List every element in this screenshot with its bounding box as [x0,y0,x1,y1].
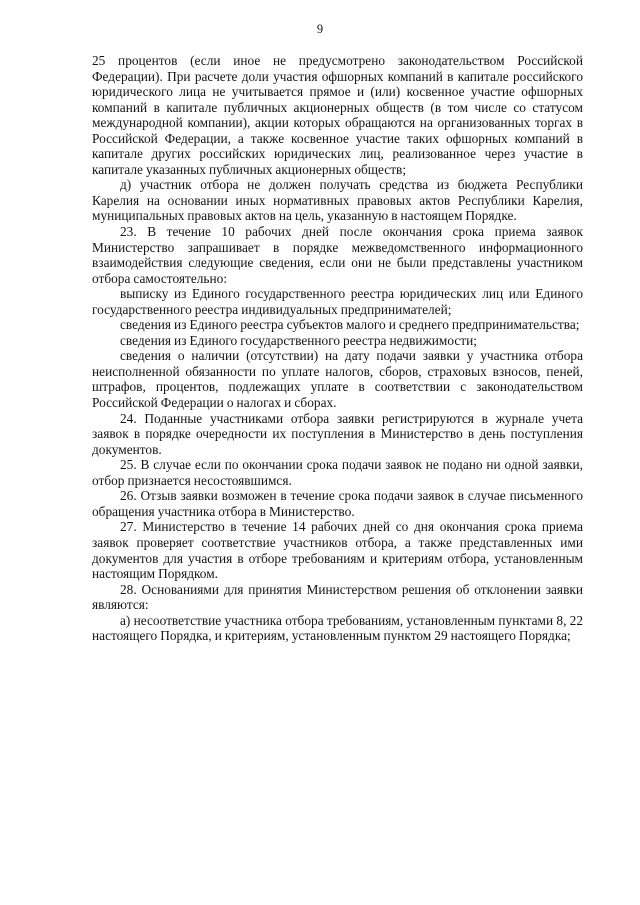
paragraph-item-25: 25. В случае если по окончании срока подачи заявок не подано ни одной заявки, отбор признается несостоявшимся. [92,457,583,488]
paragraph-item-26: 26. Отзыв заявки возможен в течение срока подачи заявок в случае письменного обращения участника отбора в Министерство. [92,488,583,519]
paragraph-subitem-a: а) несоответствие участника отбора требованиям, установленным пунктами 8, 22 настоящего Порядка, и критериям, установленным пунктом 29 настоящего Порядка; [92,612,583,644]
paragraph-list-tax-debts: сведения о наличии (отсутствии) на дату подачи заявки у участника отбора неисполненной обязанности по уплате налогов, сборов, страховых взносов, пеней, штрафов, процентов, подлежащих уплате в соответствии с законодательством Российской Федерации о налогах и сборах. [92,348,583,411]
paragraph-continuation: 25 процентов (если иное не предусмотрено законодательством Российской Федерации). При расчете доли участия офшорных компаний в капитале российского юридического лица не учитывается прямое и (или) косвенное участие офшорных компаний в капитале публичных акционерных обществ (в том числе со статусом международной компании), акции которых обращаются на организованных торгах в Российской Федерации, а также косвенное участие таких офшорных компаний в капитале других российских юридических лиц, реализованное через участие в капитале указанных публичных акционерных обществ; [92,53,583,177]
paragraph-item-27: 27. Министерство в течение 14 рабочих дней со дня окончания срока приема заявок проверяет соответствие участников отбора, а также представленных ими документов для участия в отборе требованиям и критериям отбора, установленным настоящим Порядком. [92,519,583,582]
paragraph-subitem-d: д) участник отбора не должен получать средства из бюджета Республики Карелия на основании иных нормативных правовых актов Республики Карелия, муниципальных правовых актов на цель, указанную в настоящем Порядке. [92,177,583,224]
document-body [92,53,583,644]
paragraph-list-real-estate: сведения из Единого государственного реестра недвижимости; [120,332,477,348]
paragraph-list-sme-registry: сведения из Единого реестра субъектов малого и среднего предпринимательства; [120,317,580,333]
paragraph-list-extract: выписку из Единого государственного реестра юридических лиц или Единого государственного реестра индивидуальных предпринимателей; [92,286,583,317]
paragraph-item-28: 28. Основаниями для принятия Министерством решения об отклонении заявки являются: [92,581,583,613]
paragraph-item-24: 24. Поданные участниками отбора заявки регистрируются в журнале учета заявок в порядке очередности их поступления в Министерство в день поступления документов. [92,410,583,457]
page-number: 9 [316,22,324,36]
paragraph-item-23: 23. В течение 10 рабочих дней после окончания срока приема заявок Министерство запрашивает в порядке межведомственного информационного взаимодействия следующие сведения, если они не были представлены участником отбора самостоятельно: [92,224,583,286]
